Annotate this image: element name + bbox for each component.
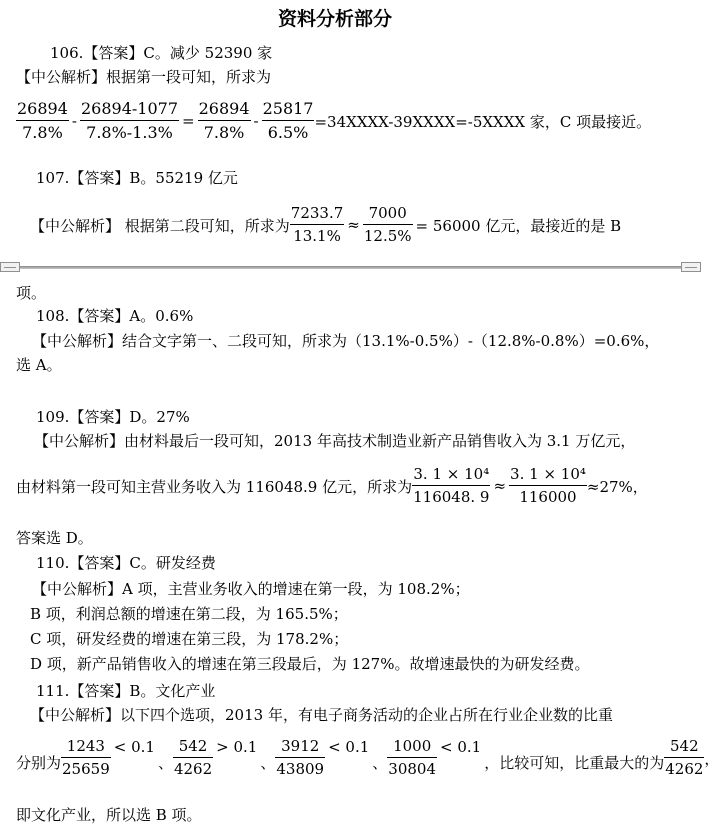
fraction: $\frac{\text{3. 1 × 10⁴}}{116048. 9}$ xyxy=(413,465,490,507)
analysis-109-line2: 由材料第一段可知主营业务收入为 116048.9 亿元，所求为 xyxy=(16,477,413,496)
analysis-111-mid: ，比较可知，比重最大的为 xyxy=(484,753,665,772)
answer-110: 110.【答案】C。研发经费 xyxy=(36,554,216,572)
analysis-106-intro: 【中公解析】根据第一段可知，所求为 xyxy=(16,68,272,86)
analysis-107-continued: 项。 xyxy=(16,284,47,302)
separator: 、 xyxy=(157,753,173,772)
fraction: $\frac{26894-1077}{7.8\%-1.3\%}$ xyxy=(80,99,179,143)
separator: 、 xyxy=(372,753,388,772)
analysis-111-end: 即文化产业，所以选 B 项。 xyxy=(16,806,202,824)
formula-111 xyxy=(16,738,719,779)
operator: = xyxy=(182,112,195,131)
operator: - xyxy=(71,112,77,131)
formula-109 xyxy=(16,466,648,507)
page-title: 资料分析部分 xyxy=(278,8,393,30)
formula-tail: ≈27%， xyxy=(586,477,648,496)
fraction: $\frac{\text{3. 1 × 10⁴}}{116000}$ xyxy=(510,465,586,507)
formula-106 xyxy=(16,100,651,143)
fraction: $\frac{1243}{25659}$ xyxy=(62,737,110,779)
analysis-108: 【中公解析】结合文字第一、二段可知，所求为（13.1%-0.5%）-（12.8%-0.8%）=0.6%， xyxy=(32,332,660,350)
analysis-107-intro: 【中公解析】 根据第二段可知，所求为 xyxy=(30,216,290,235)
answer-111: 111.【答案】B。文化产业 xyxy=(36,682,216,700)
fraction: $\frac{25817}{6.5\%}$ xyxy=(262,99,314,143)
analysis-110-a: 【中公解析】A 项，主营业务收入的增速在第一段，为 108.2%； xyxy=(32,580,470,598)
analysis-110-c: C 项，研发经费的增速在第三段，为 178.2%； xyxy=(30,630,349,648)
page-break-right-handle[interactable] xyxy=(681,262,701,272)
fraction: $\frac{7000}{12.5\%}$ xyxy=(363,204,412,246)
operator: ≈ xyxy=(493,477,507,496)
answer-107: 107.【答案】B。55219 亿元 xyxy=(36,169,238,187)
formula-107 xyxy=(30,205,624,246)
comparison: > 0.1 xyxy=(216,738,258,756)
analysis-111-lead: 分别为 xyxy=(16,753,62,772)
answer-109: 109.【答案】D。27% xyxy=(36,408,190,426)
fraction: $\frac{1000}{30804}$ xyxy=(388,737,437,779)
fraction: $\frac{3912}{43809}$ xyxy=(276,737,325,779)
analysis-109-end: 答案选 D。 xyxy=(16,529,93,547)
operator: ≈ xyxy=(347,216,360,235)
analysis-109: 【中公解析】由材料最后一段可知，2013 年高技术制造业新产品销售收入为 3.1 万亿元， xyxy=(34,432,636,450)
comparison: < 0.1 xyxy=(440,738,482,756)
formula-tail: = 56000 亿元，最接近的是 B xyxy=(415,216,622,235)
fraction: $\frac{542}{4262}$ xyxy=(665,737,704,779)
separator: ， xyxy=(704,749,719,768)
analysis-110-b: B 项，利润总额的增速在第二段，为 165.5%； xyxy=(30,605,348,623)
analysis-110-d: D 项，新产品销售收入的增速在第三段最后，为 127%。故增速最快的为研发经费。 xyxy=(30,655,590,673)
answer-106: 106.【答案】C。减少 52390 家 xyxy=(50,44,273,62)
fraction: $\frac{542}{4262}$ xyxy=(173,737,213,779)
analysis-108-end: 选 A。 xyxy=(16,356,62,374)
separator: 、 xyxy=(260,753,276,772)
fraction: $\frac{26894}{7.8\%}$ xyxy=(17,99,68,143)
analysis-111: 【中公解析】以下四个选项，2013 年，有电子商务活动的企业占所在行业企业数的比重 xyxy=(30,706,613,724)
page-break-divider xyxy=(0,266,701,269)
comparison: < 0.1 xyxy=(113,738,155,756)
operator: - xyxy=(253,112,259,131)
comparison: < 0.1 xyxy=(328,738,370,756)
answer-108: 108.【答案】A。0.6% xyxy=(36,307,194,325)
fraction: $\frac{26894}{7.8\%}$ xyxy=(198,99,250,143)
fraction: $\frac{7233.7}{13.1\%}$ xyxy=(290,204,344,246)
formula-tail: =34XXXX-39XXXX=-5XXXX 家，C 项最接近。 xyxy=(314,112,652,131)
page-break-left-handle[interactable] xyxy=(0,262,20,272)
